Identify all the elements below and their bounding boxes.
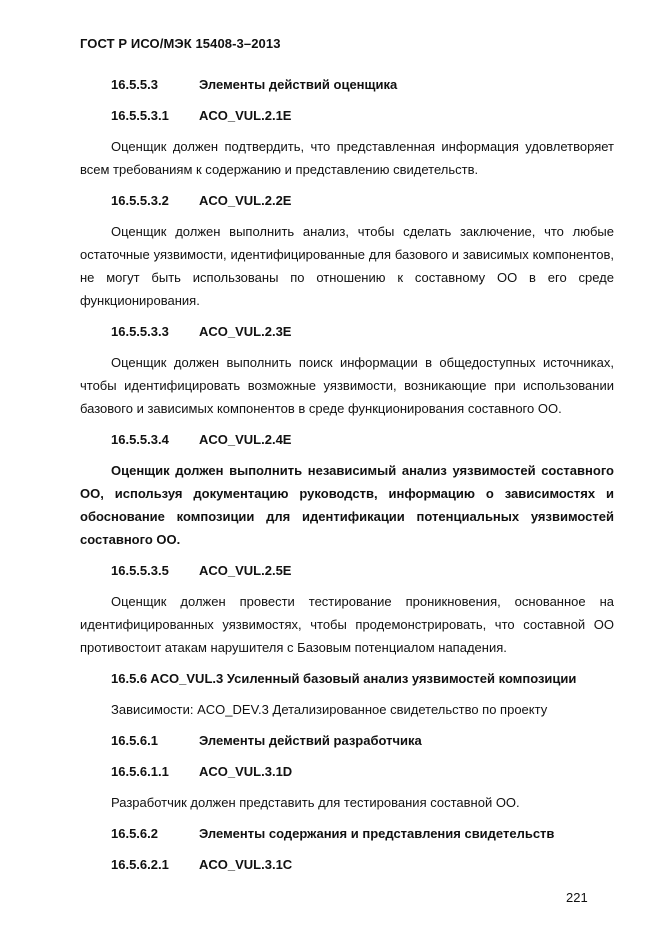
section-title: ACO_VUL.2.3E [199,324,292,339]
section-number: 16.5.5.3.2 [111,193,169,208]
paragraph: Оценщик должен подтвердить, что представленная информация удовлетворяет всем требованиям к содержанию и представлению свидетельств. [80,139,614,177]
section-title: ACO_VUL.2.4E [199,432,292,447]
subsection-heading: 16.5.6 ACO_VUL.3 Усиленный базовый анализ уязвимостей композиции [111,671,577,686]
document-body [80,73,614,884]
section-heading [80,73,614,96]
section-heading [80,822,614,845]
section-heading [80,559,614,582]
section-heading [80,189,614,212]
section-title: ACO_VUL.2.1E [199,108,292,123]
section-number: 16.5.6.1 [111,733,158,748]
page-number: 221 [566,890,588,905]
section-title: Элементы действий оценщика [199,77,398,92]
paragraph: Оценщик должен провести тестирование проникновения, основанное на идентифицированных уязвимостях, чтобы продемонстрировать, что составной ОО противостоит атакам нарушителя с Базовым потенциалом нападения. [80,594,614,655]
section-title: Элементы содержания и представления свидетельств [199,826,555,841]
section-heading [80,853,614,876]
section-title: ACO_VUL.2.2E [199,193,292,208]
paragraph: Оценщик должен выполнить анализ, чтобы сделать заключение, что любые остаточные уязвимости, идентифицированные для базового и зависимых компонентов, не могут быть использованы по отношению к составному ОО в его среде функционирования. [80,224,614,308]
section-heading [80,320,614,343]
section-number: 16.5.5.3.5 [111,563,169,578]
section-number: 16.5.6.1.1 [111,764,169,779]
paragraph: Оценщик должен выполнить поиск информации в общедоступных источниках, чтобы идентифицировать возможные уязвимости, возникающие при использовании базового и зависимых компонентов в среде функционирования составного ОО. [80,355,614,416]
section-title: ACO_VUL.3.1D [199,764,293,779]
requirement-line: Разработчик должен представить для тестирования составной ОО. [111,795,520,810]
section-number: 16.5.5.3.4 [111,432,169,447]
paragraph-bold: Оценщик должен выполнить независимый анализ уязвимостей составного ОО, используя документацию руководств, информацию о зависимостях и обоснование композиции для идентификации потенциальных уязвимостей составного ОО. [80,463,614,547]
section-number: 16.5.6.2 [111,826,158,841]
section-title: Элементы действий разработчика [199,733,422,748]
section-heading [80,428,614,451]
section-title: ACO_VUL.2.5E [199,563,292,578]
section-number: 16.5.5.3.3 [111,324,169,339]
section-heading [80,729,614,752]
document-header: ГОСТ Р ИСО/МЭК 15408-3–2013 [80,36,281,51]
dependencies-line: Зависимости: ACO_DEV.3 Детализированное свидетельство по проекту [111,702,548,717]
section-number: 16.5.5.3.1 [111,108,169,123]
section-number: 16.5.5.3 [111,77,158,92]
section-title: ACO_VUL.3.1C [199,857,293,872]
section-heading [80,760,614,783]
section-number: 16.5.6.2.1 [111,857,169,872]
section-heading [80,104,614,127]
